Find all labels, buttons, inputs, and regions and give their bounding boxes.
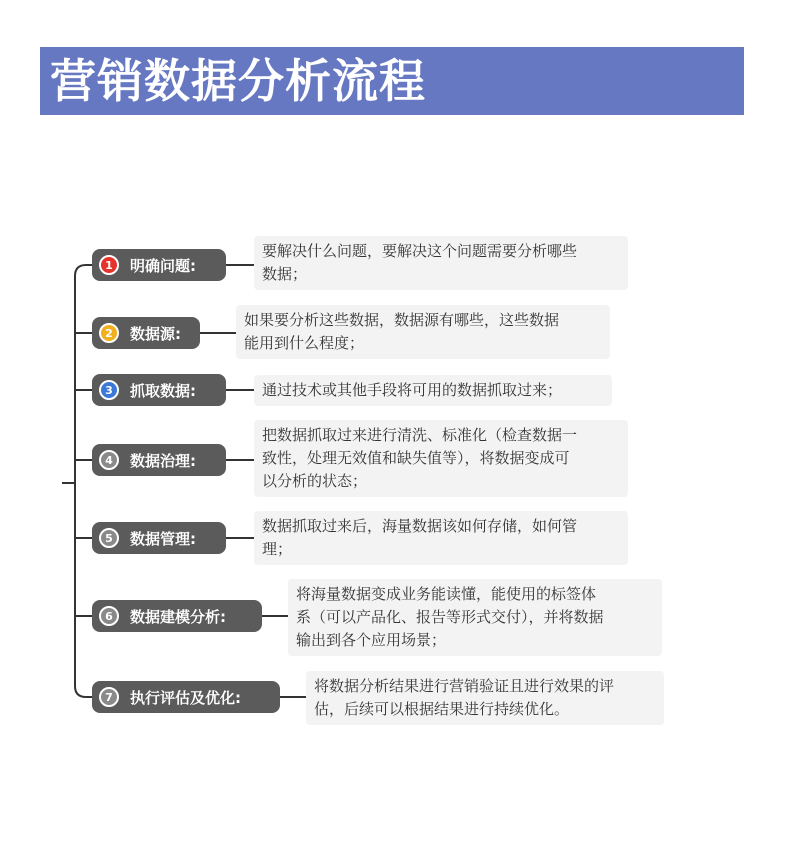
step-label: 数据源: <box>130 324 181 343</box>
description-line: 要解决什么问题，要解决这个问题需要分析哪些 <box>262 242 578 260</box>
step-label: 数据管理: <box>130 529 196 548</box>
description-line: 把数据抓取过来进行清洗、标准化（检查数据一 <box>262 426 578 444</box>
step-number-badge: 1 <box>99 255 119 275</box>
description-line: 系（可以产品化、报告等形式交付），并将数据 <box>296 608 604 626</box>
step-number-badge: 6 <box>99 606 119 626</box>
trunk-bottom <box>75 483 92 697</box>
step-7-node <box>92 681 280 713</box>
description-line: 以分析的状态； <box>262 472 368 490</box>
step-4-node <box>92 444 226 476</box>
description-line: 理； <box>262 540 293 558</box>
step-1-node <box>92 249 226 281</box>
description-line: 通过技术或其他手段将可用的数据抓取过来； <box>262 381 563 399</box>
page-title: 营销数据分析流程 <box>50 54 426 108</box>
description-line: 数据； <box>262 265 308 283</box>
step-5-description <box>254 511 628 565</box>
step-2-node <box>92 317 200 349</box>
step-number-badge: 3 <box>99 380 119 400</box>
description-line: 致性，处理无效值和缺失值等），将数据变成可 <box>262 449 570 467</box>
step-number-badge: 4 <box>99 450 119 470</box>
description-line: 将海量数据变成业务能读懂，能使用的标签体 <box>296 585 597 603</box>
trunk-top <box>75 265 92 483</box>
description-line: 能用到什么程度； <box>244 334 365 352</box>
description-line: 如果要分析这些数据，数据源有哪些，这些数据 <box>244 311 560 329</box>
description-line: 输出到各个应用场景； <box>296 631 447 649</box>
description-line: 将数据分析结果进行营销验证且进行效果的评 <box>314 677 615 695</box>
step-number-badge: 2 <box>99 323 119 343</box>
step-6-node <box>92 600 262 632</box>
step-5-node <box>92 522 226 554</box>
step-number-badge: 7 <box>99 687 119 707</box>
step-label: 数据治理: <box>130 451 196 470</box>
step-1-description <box>254 236 628 290</box>
step-3-description <box>254 375 612 406</box>
step-3-node <box>92 374 226 406</box>
step-label: 执行评估及优化: <box>130 688 241 707</box>
step-label: 数据建模分析: <box>130 607 226 626</box>
step-label: 抓取数据: <box>130 381 196 400</box>
description-line: 估，后续可以根据结果进行持续优化。 <box>314 700 570 718</box>
step-4-description <box>254 420 628 497</box>
step-2-description <box>236 305 610 359</box>
step-6-description <box>288 579 662 656</box>
step-number-badge: 5 <box>99 528 119 548</box>
step-label: 明确问题: <box>130 256 196 275</box>
description-line: 数据抓取过来后，海量数据该如何存储，如何管 <box>262 517 578 535</box>
step-7-description <box>306 671 664 725</box>
